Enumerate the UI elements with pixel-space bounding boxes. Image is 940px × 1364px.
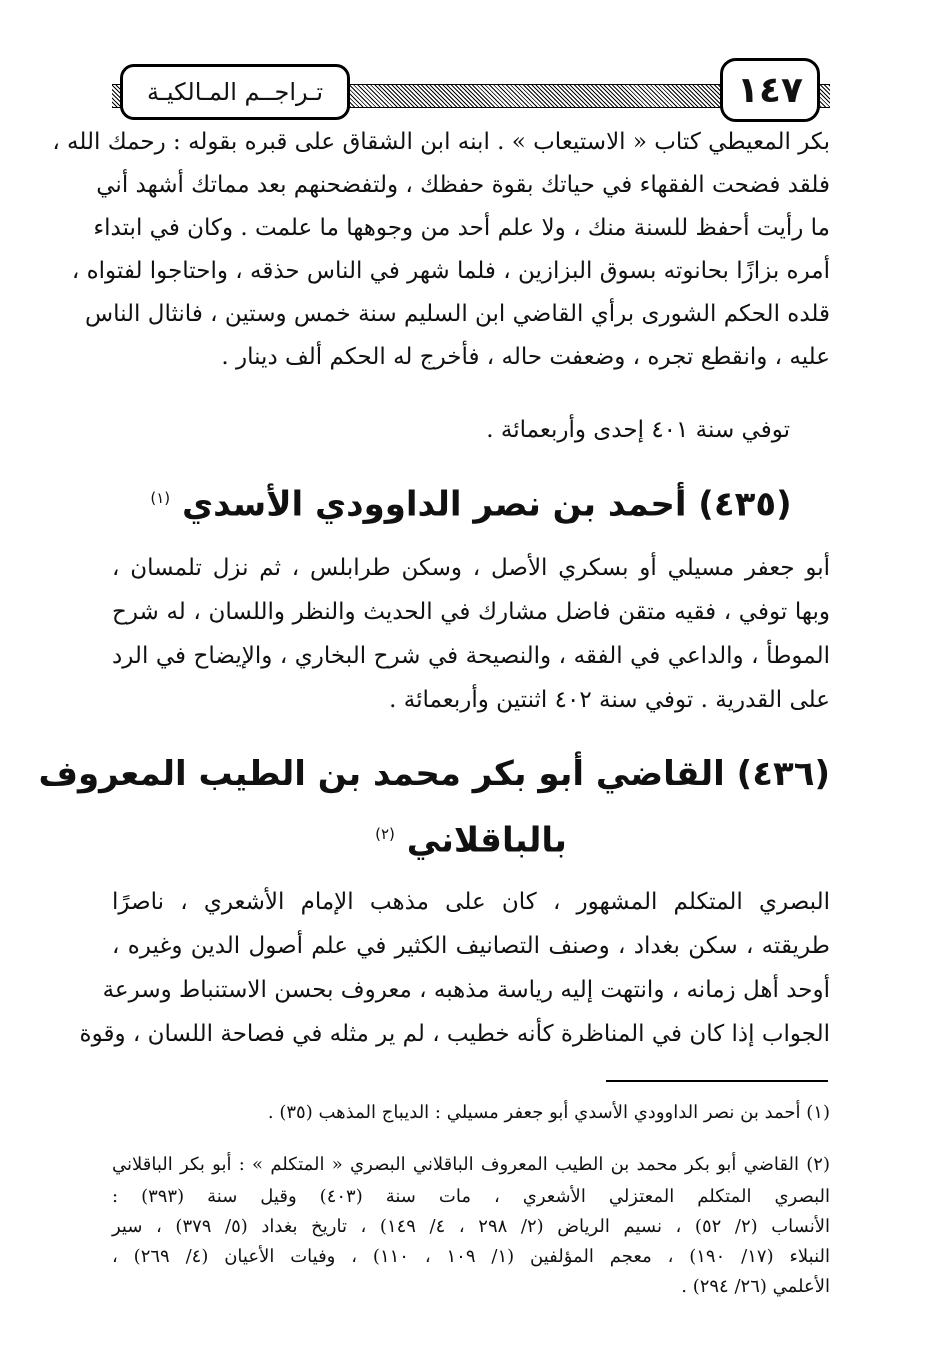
death-date-line: توفي سنة ٤٠١ إحدى وأربعمائة . [486,417,790,443]
footnote-2-line: الأنساب (٢/ ٥٢) ، نسيم الرياض (٢/ ٢٩٨ ، ٤/ ١٤٩) ، تاريخ بغداد (٥/ ٣٧٩) ، سير [112,1216,830,1237]
entry-heading-435 [112,472,830,530]
paragraph-line: قلده الحكم الشورى برأي القاضي ابن السليم سنة خمس وستين ، فانثال الناس [85,301,830,327]
footnote-2-line: النبلاء (١٧/ ١٩٠) ، معجم المؤلفين (١/ ١٠٩ ، ١١٠) ، وفيات الأعيان (٤/ ٢٦٩) ، [112,1246,830,1267]
paragraph-line: البصري المتكلم المشهور ، كان على مذهب الإمام الأشعري ، ناصرًا [112,889,830,915]
paragraph-line: أمره بزازًا بحانوته بسوق البزازين ، فلما شهر في الناس حذقه ، واحتاجوا لفتواه ، [71,258,830,284]
footnote-2-line: الأعلمي (٢٦/ ٢٩٤) . [681,1276,830,1297]
paragraph-line: على القدرية . توفي سنة ٤٠٢ اثنتين وأربعمائة . [389,687,830,713]
page-number: ١٤٧ [720,58,820,122]
paragraph-line: بكر المعيطي كتاب « الاستيعاب » . ابنه ابن الشقاق على قبره بقوله : رحمك الله ، [52,129,830,155]
footnote-2: (٢) القاضي أبو بكر محمد بن الطيب المعروف الباقلاني البصري « المتكلم » : أبو بكر الباقلاني [112,1154,830,1175]
running-header [112,40,830,112]
entry-title-continued: بالباقلاني [406,820,567,861]
entry-heading-436 [38,748,830,800]
entry-heading-436-line2 [112,808,830,866]
paragraph-line: طريقته ، سكن بغداد ، وصنف التصانيف الكثير في علم أصول الدين وغيره ، [112,933,830,959]
paragraph-line: وبها توفي ، فقيه متقن فاضل مشارك في الحديث والنظر واللسان ، له شرح [112,599,830,625]
entry-title: (٤٣٦) القاضي أبو بكر محمد بن الطيب المعروف [38,754,830,794]
running-title: تـراجــم المـالكيـة [120,64,350,120]
paragraph-line: ما رأيت أحفظ للسنة منك ، ولا علم أحد من وجوهها ما علمت . وكان في ابتداء [93,215,830,241]
paragraph-line: أوحد أهل زمانه ، وانتهت إليه رياسة مذهبه ، معروف بحسن الاستنباط وسرعة [102,977,830,1003]
paragraph-line: فلقد فضحت الفقهاء في حياتك بقوة حفظك ، ولتفضحنهم بعد مماتك أشهد أني [96,172,830,198]
footnote-separator [606,1080,828,1082]
paragraph-line: أبو جعفر مسيلي أو بسكري الأصل ، وسكن طرابلس ، ثم نزل تلمسان ، [112,555,830,581]
footnote-2-line: البصري المتكلم المعتزلي الأشعري ، مات سنة (٤٠٣) وقيل سنة (٣٩٣) : [112,1186,830,1207]
paragraph-line: الجواب إذا كان في المناظرة كأنه خطيب ، لم ير مثله في فصاحة اللسان ، وقوة [79,1021,830,1047]
footnote-ref: (٢) [375,825,395,843]
entry-title: (٤٣٥) أحمد بن نصر الداوودي الأسدي [181,484,792,525]
footnote-ref: (١) [150,489,171,507]
paragraph-line: عليه ، وانقطع تجره ، وضعفت حاله ، فأخرج له الحكم ألف دينار . [221,344,830,370]
footnote-1: (١) أحمد بن نصر الداوودي الأسدي أبو جعفر مسيلي : الديباج المذهب (٣٥) . [267,1102,830,1123]
paragraph-line: الموطأ ، والداعي في الفقه ، والنصيحة في شرح البخاري ، والإيضاح في الرد [112,643,830,669]
